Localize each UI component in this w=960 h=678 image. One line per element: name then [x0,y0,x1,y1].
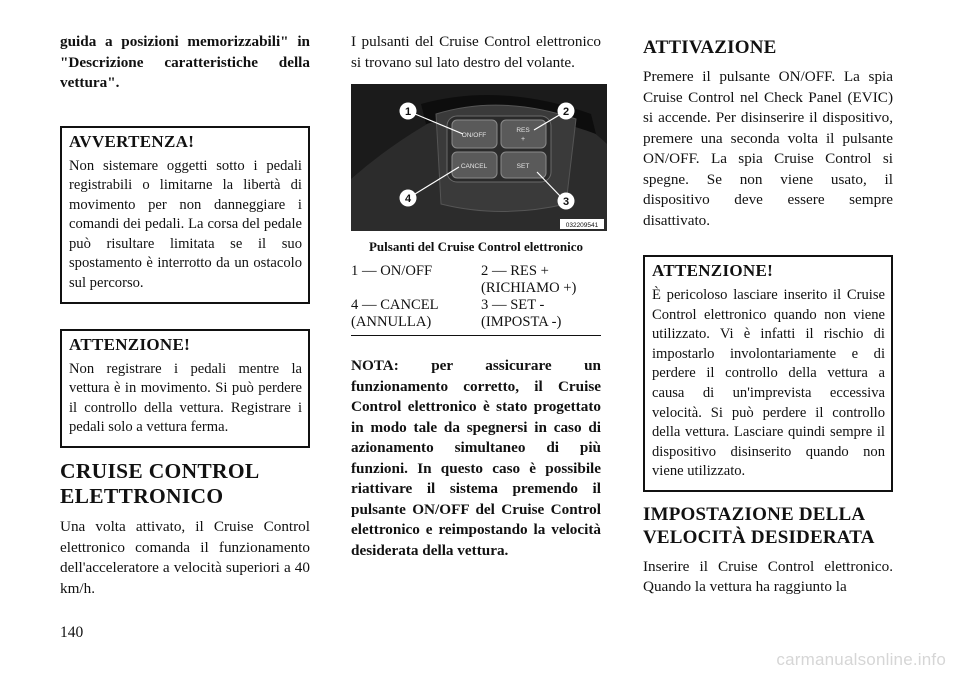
svg-text:1: 1 [404,106,412,118]
figure-code: 032209541 [565,222,599,229]
column-left [60,32,310,599]
column-middle [351,32,601,561]
caution-text: Non registrare i pedali mentre la vettura è in movimento. Si può perdere il controllo della vettura. Registrare i pedali solo a vettura ferma. [69,360,302,436]
legend-row [351,263,601,297]
cancel-label: CANCEL [460,163,488,170]
svg-text:4: 4 [404,193,412,205]
caution-title: ATTENZIONE! [69,334,191,354]
legend-item: 2 — RES + (RICHIAMO +) [481,263,577,296]
intro-text: guida a posizioni memorizzabili" in "Descrizione caratteristiche della vettura". [60,33,310,91]
legend-row [351,297,601,331]
set-label: SET [516,163,530,170]
column-right [643,32,893,598]
legend-item: 4 — CANCEL (ANNULLA) [351,297,439,330]
onoff-button [452,120,497,148]
caution-text: È pericoloso lasciare inserito il Cruise Control elettronico quando non viene utilizzato. Vi è infatti il rischio di impostarlo involontariamente e di perdere il controllo della vettura a causa di un'imprevista eccessiva velocità. Si può perdere il controllo della vettura. Lasciare quindi sempre il dispositivo disinserito quando non viene utilizzato. [652,287,885,480]
section-heading: IMPOSTAZIONE DELLA VELOCITÀ DESIDERATA [643,503,875,548]
intro-text: I pulsanti del Cruise Control elettronico si trovano sul lato destro del volante. [351,33,601,71]
section-heading: ATTIVAZIONE [643,37,777,58]
svg-text:2: 2 [562,106,570,118]
res-label: RES [516,127,530,134]
caution-box [643,255,893,492]
callout-4 [400,190,417,207]
svg-text:3: 3 [562,196,570,208]
cruise-control-figure [351,84,607,231]
warning-box [60,126,310,304]
warning-text: Non sistemare oggetti sotto i pedali registrabili o limitarne la libertà di movimento per non danneggiare i comandi dei pedali. La corsa del pedale può risultare limitata se il suo spostamento è interrotto da un ostacolo sul percorso. [69,157,302,292]
section-body: Inserire il Cruise Control elettronico. Quando la vettura ha raggiunto la [643,557,893,596]
cancel-button [452,152,497,178]
res-button [501,120,546,148]
legend-item: 1 — ON/OFF [351,263,433,279]
section-heading: CRUISE CONTROL ELETTRONICO [60,459,259,509]
section-body: Una volta attivato, il Cruise Control elettronico comanda il funzionamento dell'acceleratore a velocità superiori a 40 km/h. [60,518,310,597]
steering-wheel-illustration [351,84,607,231]
onoff-label: ON/OFF [461,132,487,139]
watermark: carmanualsonline.info [776,650,946,669]
callout-3 [558,193,575,210]
figure-caption: Pulsanti del Cruise Control elettronico [368,239,583,254]
callout-2 [558,103,575,120]
res-plus-label: + [520,136,526,143]
legend-item: 3 — SET - (IMPOSTA -) [481,297,562,330]
caution-box [60,329,310,448]
caution-title: ATTENZIONE! [652,261,774,280]
warning-title: AVVERTENZA! [69,131,195,151]
callout-1 [400,103,417,120]
note-text: NOTA: per assicurare un funzionamento corretto, il Cruise Control elettronico è stato progettato in modo tale da spegnersi in caso di azionamento simultaneo di più funzioni. In questo caso è possibile riattivare il sistema premendo il pulsante ON/OFF del Cruise Control elettronico e reimpostando la velocità desiderata della vettura. [351,357,601,559]
page-number: 140 [60,624,84,641]
section-body: Premere il pulsante ON/OFF. La spia Cruise Control nel Check Panel (EVIC) si accende. Per disinserire il dispositivo, premere una seconda volta il pulsante ON/OFF. La spia Cruise Control si spegne. Se non viene usato, il dispositivo deve essere sempre disattivato. [643,68,893,229]
button-legend [351,263,601,336]
